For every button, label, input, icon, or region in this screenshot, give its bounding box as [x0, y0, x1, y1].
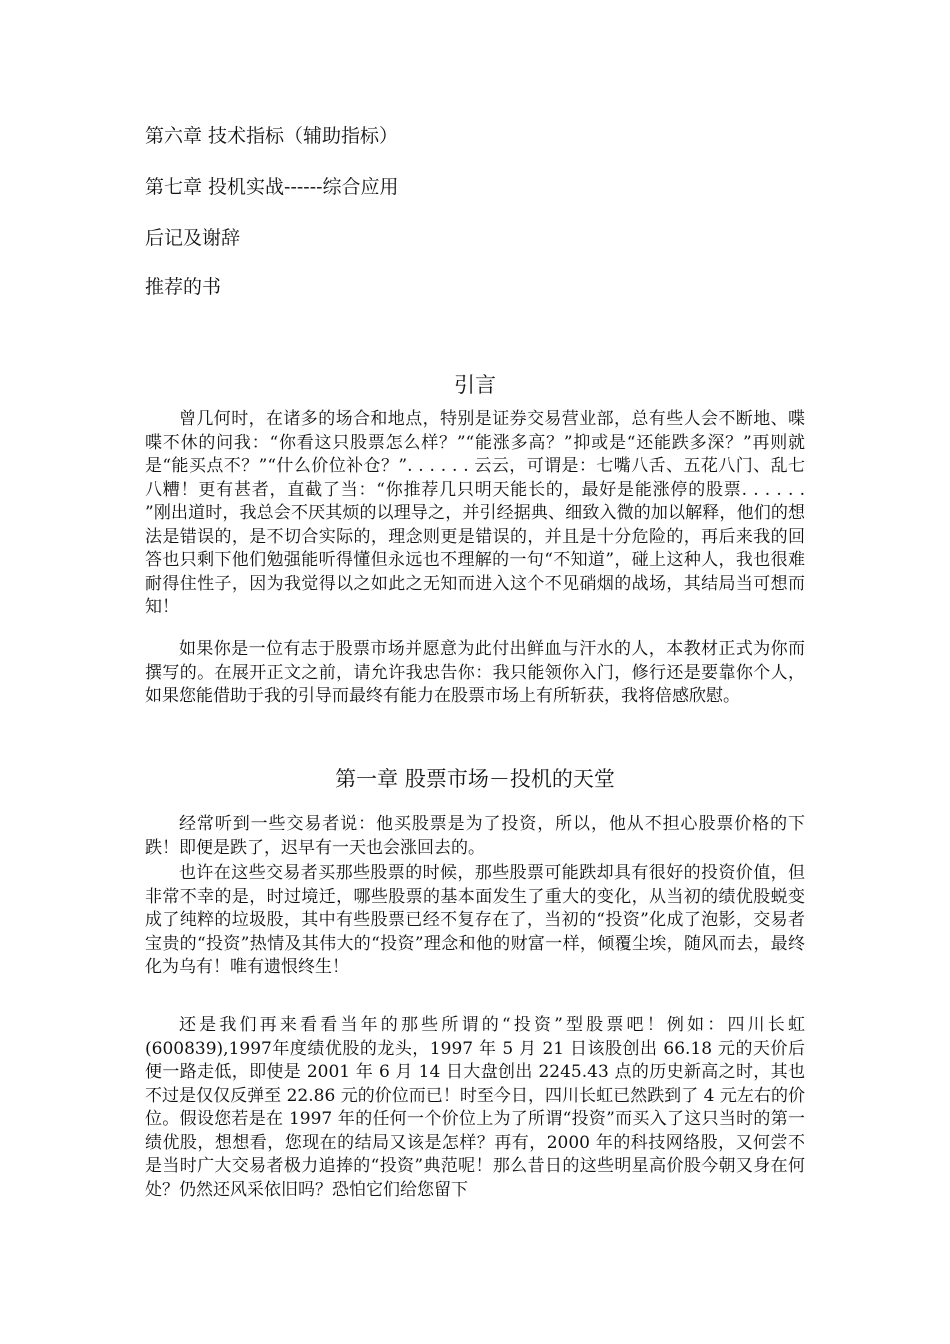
- toc-item-afterword: 后记及谢辞: [145, 227, 241, 249]
- toc-item-chapter-6: 第六章 技术指标（辅助指标）: [145, 125, 399, 147]
- intro-paragraph-2: 如果你是一位有志于股票市场并愿意为此付出鲜血与汗水的人，本教材正式为你而撰写的。在展开正文之前，请允许我忠告你：我只能领你入门，修行还是要靠你个人，如果您能借助于我的引导而最终有能力在股票市场上有所斩获，我将倍感欣慰。: [145, 639, 805, 706]
- chapter-1-paragraph-1: 经常听到一些交易者说：他买股票是为了投资，所以，他从不担心股票价格的下跌！即便是跌了，迟早有一天也会涨回去的。: [145, 814, 805, 858]
- toc-item-recommended-books: 推荐的书: [145, 276, 222, 298]
- intro-paragraph-1: 曾几何时，在诸多的场合和地点，特别是证券交易营业部，总有些人会不断地、喋喋不休的问我：“你看这只股票怎么样？”“能涨多高？”抑或是“还能跌多深？”再则就是“能买点不？”“什么价位补仓？”. . . . . . 云云，可谓是：七嘴八舌、五花八门、乱七八糟！更有甚者，直截了当：“你推荐几只明天能长的，最好是能涨停的股票. . . . . . ”刚出道时，我总会不厌其烦的以理导之，并引经据典、细致入微的加以解释，他们的想法是错误的，是不切合实际的，理念则更是错误的，并且是十分危险的，再后来我的回答也只剩下他们勉强能听得懂但永远也不理解的一句“不知道”，碰上这种人，我也很难耐得住性子，因为我觉得以之如此之无知而进入这个不见硝烟的战场，其结局当可想而知！: [145, 409, 805, 617]
- toc-item-chapter-7: 第七章 投机实战------综合应用: [145, 176, 399, 198]
- intro-heading: 引言: [454, 373, 496, 397]
- chapter-1-paragraph-3: 还是我们再来看看当年的那些所谓的“投资”型股票吧！例如：四川长虹(600839),1997年度绩优股的龙头，1997 年 5 月 21 日该股创出 66.18 元的天价后便一路走低，即使是 2001 年 6 月 14 日大盘创出 2245.43 点的历史新高之时，其也不过是仅仅反弹至 22.86 元的价位而已！时至今日，四川长虹已然跌到了 4 元左右的价位。假设您若是在 1997 年的任何一个价位上为了所谓“投资”而买入了这只当时的第一绩优股，想想看，您现在的结局又该是怎样？再有，2000 年的科技网络股，又何尝不是当时广大交易者极力追捧的“投资”典范呢！那么昔日的这些明星高价股今朝又身在何处？仍然还风采依旧吗？恐怕它们给您留下: [145, 1015, 805, 1200]
- chapter-1-paragraph-2: 也许在这些交易者买那些股票的时候，那些股票可能跌却具有很好的投资价值，但非常不幸的是，时过境迁，哪些股票的基本面发生了重大的变化，从当初的绩优股蜕变成了纯粹的垃圾股，其中有些股票已经不复存在了，当初的“投资”化成了泡影，交易者宝贵的“投资”热情及其伟大的“投资”理念和他的财富一样，倾覆尘埃，随风而去，最终化为乌有！唯有遗恨终生！: [145, 863, 805, 977]
- chapter-1-heading: 第一章 股票市场－投机的天堂: [335, 767, 615, 791]
